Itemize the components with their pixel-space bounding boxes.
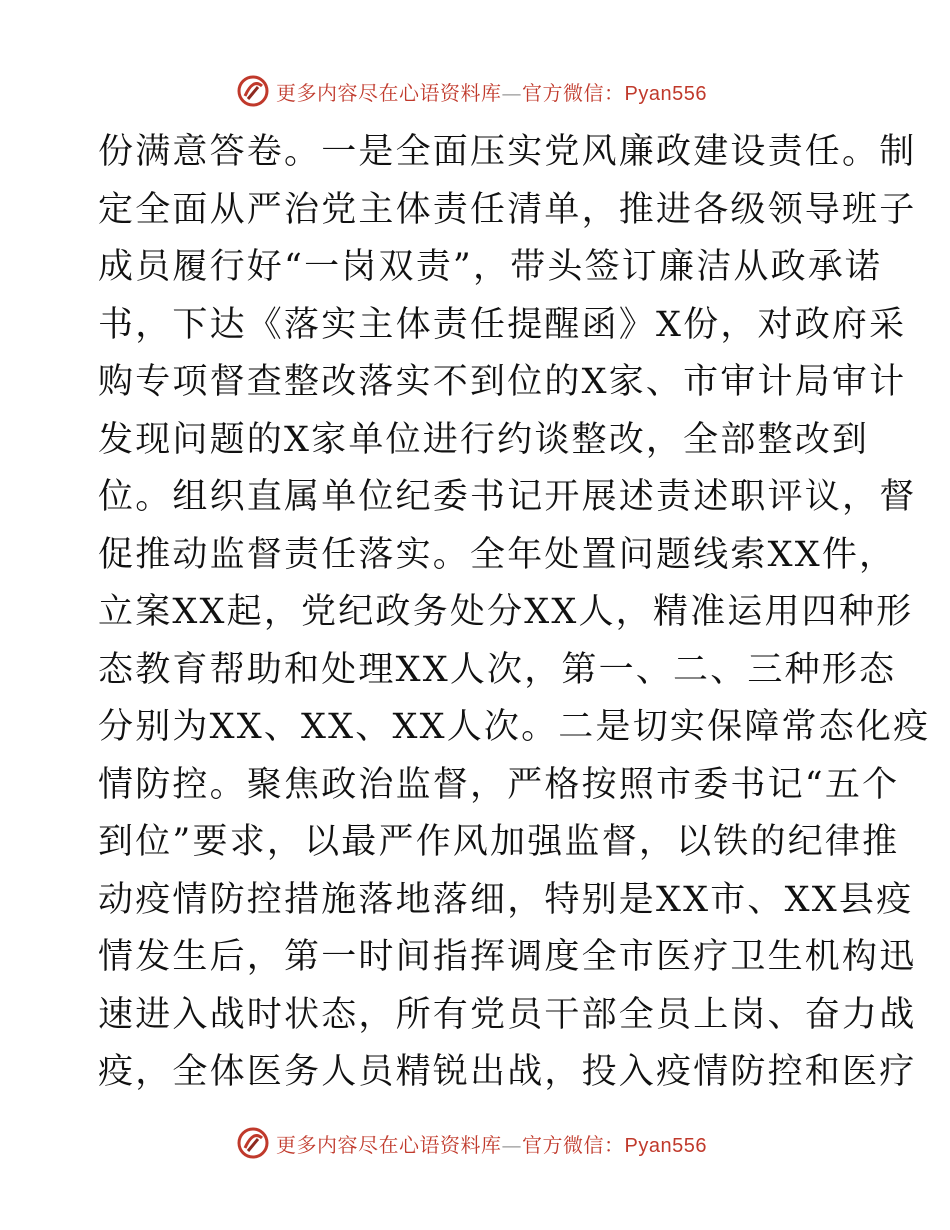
text-line: 立案XX起，党纪政务处分XX人，精准运用四种形 [98, 592, 914, 632]
document-body [98, 124, 931, 1102]
footer-banner [236, 1125, 707, 1161]
header-contact-label: 官方微信： [522, 80, 625, 105]
text-line: 情防控。聚焦政治监督，严格按照市委书记“五个 [98, 764, 900, 805]
header-separator: — [501, 80, 522, 105]
text-line: 情发生后，第一时间指挥调度全市医疗卫生机构迅 [98, 937, 917, 977]
text-line: 份满意答卷。一是全面压实党风廉政建设责任。制 [98, 132, 917, 172]
text-line: 发现问题的X家单位进行约谈整改，全部整改到 [98, 419, 870, 460]
text-line: 疫，全体医务人员精锐出战，投入疫情防控和医疗 [98, 1052, 917, 1092]
header-brand-text: 更多内容尽在心语资料库 [276, 80, 502, 105]
text-line: 书，下达《落实主体责任提醒函》X份，对政府采 [98, 304, 907, 345]
text-line: 购专项督查整改落实不到位的X家、市审计局审计 [98, 362, 907, 402]
text-line: 到位”要求，以最严作风加强监督，以铁的纪律推 [98, 822, 900, 862]
footer-contact-label: 官方微信： [522, 1132, 625, 1157]
brand-logo-icon [236, 1126, 270, 1160]
footer-contact-value: Pyan556 [624, 1134, 707, 1157]
text-line: 成员履行好“一岗双责”，带头签订廉洁从政承诺 [98, 247, 883, 287]
brand-logo-icon [236, 74, 270, 108]
text-line: 速进入战时状态，所有党员干部全员上岗、奋力战 [98, 994, 917, 1035]
header-banner [236, 73, 707, 109]
text-line: 动疫情防控措施落地落细，特别是XX市、XX县疫 [98, 879, 914, 920]
footer-brand-text: 更多内容尽在心语资料库 [276, 1132, 502, 1157]
footer-separator: — [501, 1132, 522, 1157]
header-contact-value: Pyan556 [624, 82, 707, 105]
text-line: 态教育帮助和处理XX人次，第一、二、三种形态 [98, 649, 897, 690]
text-line: 位。组织直属单位纪委书记开展述责述职评议，督 [98, 477, 917, 517]
text-line: 定全面从严治党主体责任清单，推进各级领导班子 [98, 189, 917, 230]
text-line: 分别为XX、XX、XX人次。二是切实保障常态化疫 [98, 707, 931, 747]
text-line: 促推动监督责任落实。全年处置问题线索XX件， [98, 534, 897, 575]
